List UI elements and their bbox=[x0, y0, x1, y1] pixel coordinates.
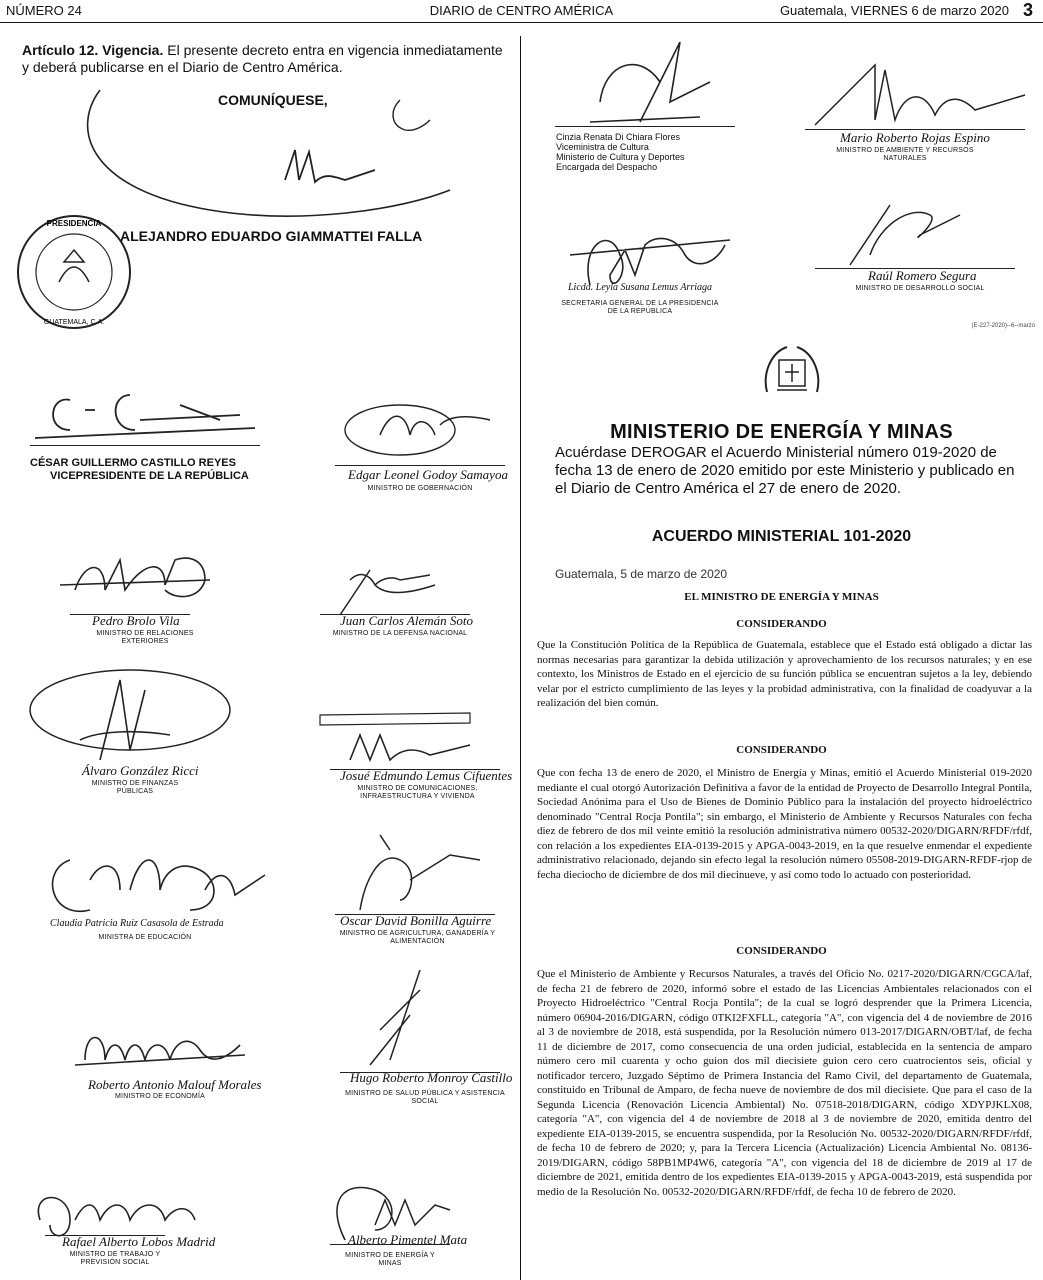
signatory-name: Licda. Leyla Susana Lemus Arriaga bbox=[568, 282, 712, 293]
signatory-role: MINISTRO DE ECONOMÍA bbox=[115, 1093, 205, 1100]
signature-line bbox=[30, 445, 260, 446]
finanzas-signature bbox=[20, 660, 240, 770]
signatory-role: MINISTRO DE GOBERNACIÓN bbox=[367, 485, 473, 492]
signatory-name: Oscar David Bonilla Aguirre bbox=[340, 913, 492, 928]
signatory-name: Roberto Antonio Malouf Morales bbox=[88, 1077, 262, 1092]
signatory-name: Rafael Alberto Lobos Madrid bbox=[62, 1234, 216, 1249]
vicepresident-signature bbox=[30, 380, 260, 450]
signatory-name: Cinzia Renata Di Chiara Flores bbox=[556, 132, 681, 142]
place-date: Guatemala, 5 de marzo de 2020 bbox=[555, 567, 728, 581]
signatory-role: MINISTRA DE EDUCACIÓN bbox=[98, 934, 192, 941]
svg-text:GUATEMALA, C.A.: GUATEMALA, C.A. bbox=[43, 319, 105, 326]
considerando-paragraph: Que con fecha 13 de enero de 2020, el Ministro de Energía y Minas, emitió el Acuerdo Ministerial 019-2020 mediante el cual otorgó Autorización Definitiva a favor de la entidad de Proyecto de Desarrollo Integral Pontila, Sociedad Anónima para el Uso de Bienes de Dominio Público para la instalación del proyecto hidroeléctrico denominado "Central Rocja Pontila"; sin embargo, el Ministerio de Ambiente y Recursos Naturales con fecha diez de febrero de dos mil veinte emitió la resolución administrativa número 00532-2020/DIGARN/RFDF/rfdf, con relación a los expedientes EIA-0139-2015 y APGA-0043-2019, en la que resuelve enmendar el expediente administrativo relacionado, dejando sin efecto legal la resolución número 05508-2019-DIGARN-RFDF-rjop de fecha dieciocho de diciembre de dos mil diecinueve, y así como todo lo actuado con posterioridad. bbox=[537, 767, 1032, 881]
signatory-role: MINISTRO DE SALUD PÚBLICA Y ASISTENCIA SOCIAL bbox=[345, 1090, 505, 1105]
issuer-heading: EL MINISTRO DE ENERGÍA Y MINAS bbox=[684, 591, 879, 603]
signatory-role: MINISTRO DE LA DEFENSA NACIONAL bbox=[332, 630, 468, 637]
ministry-title: MINISTERIO DE ENERGÍA Y MINAS bbox=[610, 421, 953, 443]
article-text: El presente decreto entra en vigencia inmediatamente y deberá publicarse en el Diario de Centro América. bbox=[22, 42, 503, 75]
salud-signature bbox=[350, 960, 470, 1070]
signatory-role: VICEPRESIDENTE DE LA REPÚBLICA bbox=[50, 470, 249, 482]
signatory-name: Álvaro González Ricci bbox=[82, 763, 199, 778]
considerando-paragraph: Que la Constitución Política de la República de Guatemala, establece que el Estado está obligado a dictar las normas necesarias para garantizar la debida utilización y aprovechamiento de los recursos naturales; y en ese contexto, los Ministros de Estado en el ejercicio de su función pública se encuentran sujetos a la ley, debiendo velar por el estricto cumplimiento de las leyes y la probidad administrativa, con la finalidad de coadyuvar a la realización del bien común. bbox=[537, 639, 1032, 709]
relaciones-signature bbox=[55, 545, 215, 615]
signatory-role: MINISTRO DE ENERGÍA Y MINAS bbox=[345, 1252, 435, 1267]
signatory-name: Juan Carlos Alemán Soto bbox=[340, 613, 474, 628]
signatory-name: Alberto Pimentel Mata bbox=[348, 1232, 468, 1247]
publication-name: DIARIO de CENTRO AMÉRICA bbox=[429, 3, 614, 18]
signatory-role: MINISTRO DE FINANZAS PÚBLICAS bbox=[91, 780, 179, 795]
gobernacion-signature bbox=[330, 395, 510, 465]
comuniquese-text: COMUNÍQUESE, bbox=[218, 92, 328, 108]
educacion-signature bbox=[30, 820, 280, 930]
signatory-name: Hugo Roberto Monroy Castillo bbox=[350, 1070, 513, 1085]
cultura-signature bbox=[580, 42, 720, 132]
considerando-heading: CONSIDERANDO bbox=[736, 618, 827, 630]
signature-line bbox=[335, 465, 505, 466]
comunicaciones-signature bbox=[310, 700, 490, 770]
considerando-paragraph: Que el Ministerio de Ambiente y Recursos Naturales, a través del Oficio No. 0217-2020/DIGARN/CGCA/laf, de fecha 21 de febrero de 2020, informó sobre el estado de las Licencias Ambientales relacionados con el Proyecto Hidroeléctrico "Central Rocja Pontila"; de la cual se logró desprender que la Primera Licencia, número 06904-2016/DIGARN, código 0TKI2FXFLL, categoría "A", con vigencia del 4 de noviembre de 2016 al 3 de noviembre de 2018, está suspendida, por la Resolución número 013-2017/DIGARN/OBT/laf, de fecha 11 de diciembre de 2017, como consecuencia de una orden judicial, establecida en la sentencia de amparo número cero mil cuarenta y ocho guion dos mil diecisiete guion cero cero cuatrocientos seis, oficial y notificador tercero, Juzgado Séptimo de Primera Instancia del Ramo Civil, del departamento de Guatemala, constituido en Tribunal de Amparo, de fecha nueve de noviembre de dos mil diecisiete. Que para el caso de la Segunda Licencia (Renovación Licencia Ambiental) No. 07518-2018/DIGARN, código XDYPJKLX08, categoría "A", con vigencia del 4 de noviembre de 2018 al 3 de noviembre de 2020, emitida dentro del expediente EIA-0139-2015, se encuentra suspendida, por la Resolución No. 00532-2020/DIGARN/RFDF/rfdf, de fecha 10 de febrero de 2020; y, para la Tercera Licencia (Actualización) Licencia Ambiental No. 08136-2019/DIGARN, código 58PB1MP4W6, categoría "A", con vigencia del 18 de diciembre de 2019 al 17 de diciembre de 2021, emitida dentro de los expedientes EIA-0139-2015 y APGA-0043-2019, está suspendida por medio de la Resolución No. 00532-2020/DIGARN/RFDF/rfdf, de fecha 10 de febrero de 2020. bbox=[537, 968, 1032, 1198]
signatory-role: MINISTRO DE AGRICULTURA, GANADERÍA Y ALIMENTACIÓN bbox=[339, 930, 496, 945]
ambiente-signature bbox=[805, 55, 1035, 135]
column-separator bbox=[520, 36, 521, 1280]
desarrollo-signature bbox=[840, 195, 990, 275]
economia-signature bbox=[55, 1010, 255, 1080]
signatory-role: MINISTRO DE TRABAJO Y PREVISIÓN SOCIAL bbox=[69, 1251, 161, 1266]
signatory-role: MINISTRO DE RELACIONES EXTERIORES bbox=[96, 630, 194, 645]
signatory-role-line: Viceministra de Cultura bbox=[556, 142, 649, 152]
trabajo-signature bbox=[25, 1180, 215, 1240]
signatory-role-line: Encargada del Despacho bbox=[556, 162, 658, 172]
signatory-role: MINISTRO DE DESARROLLO SOCIAL bbox=[855, 285, 985, 292]
signatory-role: MINISTRO DE AMBIENTE Y RECURSOS NATURALES bbox=[836, 147, 974, 162]
signatory-role: SECRETARIA GENERAL DE LA PRESIDENCIA DE LA REPÚBLICA bbox=[561, 300, 719, 315]
considerando-heading: CONSIDERANDO bbox=[736, 945, 827, 957]
signatory-role-line: Ministerio de Cultura y Deportes bbox=[556, 152, 685, 162]
svg-text:PRESIDENCIA: PRESIDENCIA bbox=[46, 219, 102, 228]
page-header bbox=[0, 0, 1043, 22]
presidency-seal bbox=[14, 212, 134, 337]
considerando-heading: CONSIDERANDO bbox=[736, 744, 827, 756]
signatory-name: Josué Edmundo Lemus Cifuentes bbox=[340, 768, 513, 783]
signatory-name: Mario Roberto Rojas Espino bbox=[840, 130, 990, 145]
signature-line bbox=[555, 126, 735, 127]
guatemala-coat-of-arms-icon bbox=[757, 342, 827, 411]
acuerdo-title: ACUERDO MINISTERIAL 101-2020 bbox=[651, 528, 912, 545]
issue-number: NÚMERO 24 bbox=[6, 3, 82, 18]
signatory-name: Raúl Romero Segura bbox=[868, 268, 977, 283]
article-label: Artículo 12. Vigencia. bbox=[22, 42, 164, 58]
signatory-name: CÉSAR GUILLERMO CASTILLO REYES bbox=[30, 457, 236, 469]
signatory-name: Edgar Leonel Godoy Samayoa bbox=[348, 467, 508, 482]
signatory-role: MINISTRO DE COMUNICACIONES, INFRAESTRUCTURA Y VIVIENDA bbox=[357, 785, 478, 800]
issue-date: Guatemala, VIERNES 6 de marzo 2020 bbox=[779, 3, 1009, 18]
president-name: ALEJANDRO EDUARDO GIAMMATTEI FALLA bbox=[120, 228, 423, 244]
signatory-name: Claudia Patricia Ruiz Casasola de Estrada bbox=[50, 918, 224, 929]
agricultura-signature bbox=[330, 830, 500, 920]
ministry-summary: Acuérdase DEROGAR el Acuerdo Ministerial número 019-2020 de fecha 13 de enero de 2020 emitido por este Ministerio y publicado en el Diario de Centro América el 27 de enero de 2020. bbox=[555, 444, 1015, 497]
page-number: 3 bbox=[1022, 0, 1033, 20]
publication-reference: (E-227-2020)--6--marzo bbox=[971, 323, 1035, 329]
signatory-name: Pedro Brolo Vila bbox=[92, 613, 180, 628]
header-rule bbox=[0, 22, 1043, 23]
